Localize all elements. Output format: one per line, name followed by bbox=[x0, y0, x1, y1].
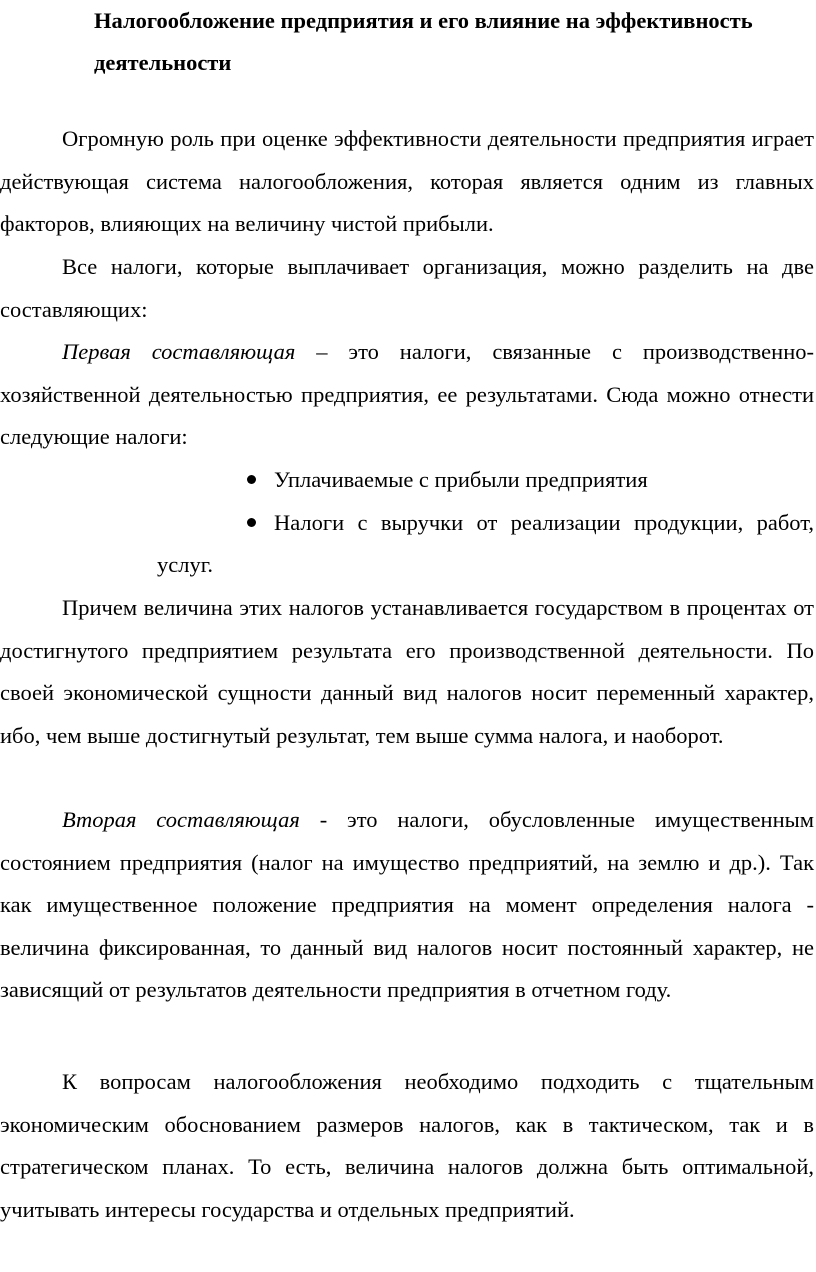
paragraph-first-component bbox=[0, 331, 814, 459]
paragraph-intro: Огромную роль при оценке эффективности деятельности предприятия играет действующая система налогообложения, которая является одним из главных факторов, влияющих на величину чистой прибыли. bbox=[0, 126, 814, 236]
first-component-term: Первая составляющая bbox=[62, 339, 296, 364]
paragraph-variable-taxes: Причем величина этих налогов устанавливается государством в процентах от достигнутого предприятием результата его производственной деятельности. По своей экономической сущности данный вид налогов носит переменный характер, ибо, чем выше достигнутый результат, тем выше сумма налога, и наоборот. bbox=[0, 595, 814, 748]
paragraph-conclusion: К вопросам налогообложения необходимо подходить с тщательным экономическим обоснованием размеров налогов, как в тактическом, так и в стратегическом планах. То есть, величина налогов должна быть оптимальной, учитывать интересы государства и отдельных предприятий. bbox=[0, 1069, 814, 1222]
paragraph-second-component bbox=[0, 799, 814, 1012]
tax-list bbox=[0, 459, 814, 587]
second-component-text: - это налоги, обусловленные имущественным состоянием предприятия (налог на имущество предприятий, на землю и др.). Так как имущественное положение предприятия на момент определения налога - величина фиксированная, то данный вид налогов носит постоянный характер, не зависящий от результатов деятельности предприятия в отчетном году. bbox=[0, 807, 814, 1002]
list-item-text: Налоги с выручки от реализации продукции, работ, услуг. bbox=[157, 509, 814, 577]
second-component-term: Вторая составляющая bbox=[62, 807, 300, 832]
list-item bbox=[0, 502, 814, 587]
first-component-text: – это налоги, связанные с производственно-хозяйственной деятельностью предприятия, ее результатами. Сюда можно отнести следующие налоги: bbox=[0, 339, 814, 449]
list-item-text: Уплачиваемые с прибыли предприятия bbox=[274, 467, 648, 492]
bullet-icon bbox=[247, 518, 256, 527]
bullet-icon bbox=[247, 475, 256, 484]
page-title: Налогообложение предприятия и его влияние на эффективность деятельности bbox=[94, 8, 753, 75]
paragraph-tax-split: Все налоги, которые выплачивает организация, можно разделить на две составляющих: bbox=[0, 254, 814, 322]
list-item bbox=[0, 459, 814, 502]
